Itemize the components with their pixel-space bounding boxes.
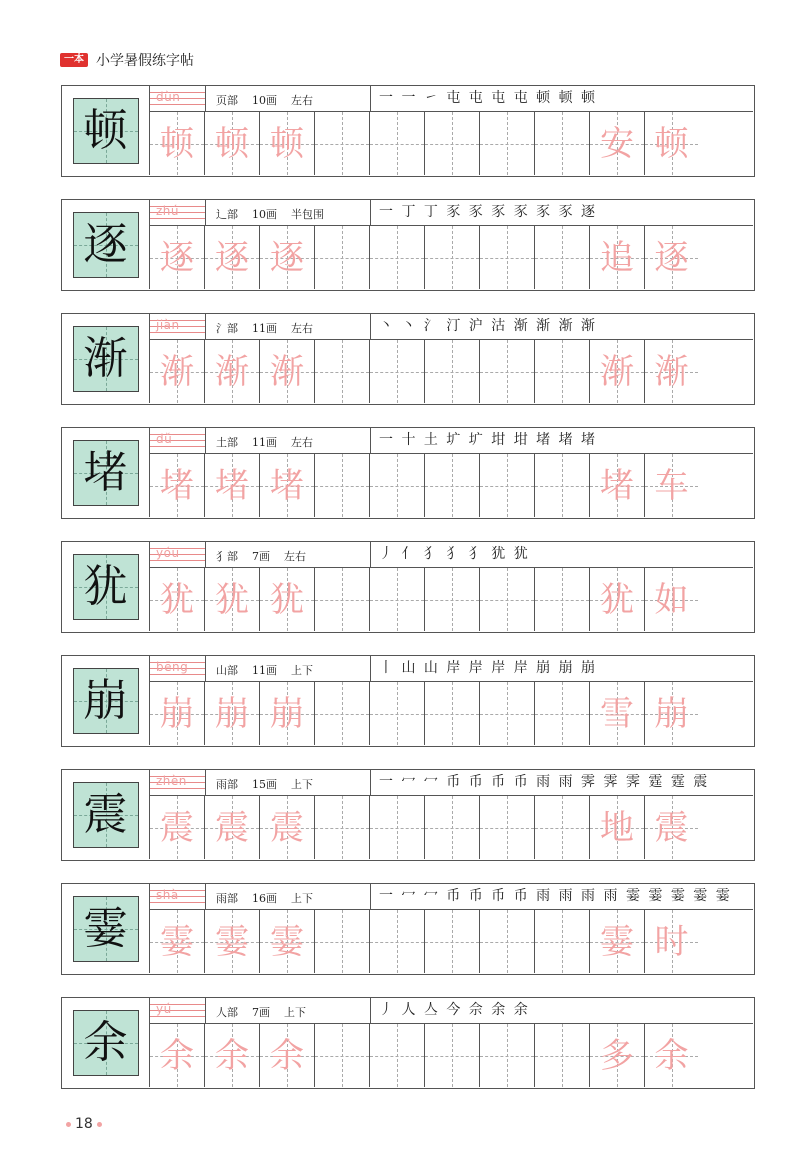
structure: 左右 <box>291 94 313 107</box>
trace-char: 顿 <box>215 123 249 164</box>
trace-char: 顿 <box>270 123 304 164</box>
practice-cell[interactable] <box>205 568 260 631</box>
structure: 左右 <box>284 550 306 563</box>
radical: 辶部 <box>216 208 238 221</box>
model-char-cell <box>62 770 150 859</box>
radical: 山部 <box>216 664 238 677</box>
practice-row <box>61 655 755 747</box>
radical: 人部 <box>216 1006 238 1019</box>
trace-char: 如 <box>654 579 689 620</box>
char-info-bar <box>150 314 753 340</box>
trace-char: 霎 <box>270 921 304 962</box>
practice-cell[interactable] <box>150 112 205 175</box>
trace-char: 地 <box>600 807 634 848</box>
practice-cell[interactable] <box>480 682 535 745</box>
practice-cell[interactable] <box>150 454 205 517</box>
practice-cell[interactable] <box>315 1024 370 1087</box>
tian-grid-box <box>73 554 139 620</box>
char-meta <box>216 662 313 678</box>
model-char-cell <box>62 542 150 631</box>
trace-char: 堵 <box>215 465 249 506</box>
model-char: 顿 <box>83 104 128 156</box>
tian-grid-box <box>73 896 139 962</box>
model-char-cell <box>62 200 150 289</box>
pinyin-box <box>150 656 206 681</box>
practice-cell[interactable] <box>205 340 260 403</box>
pinyin-box <box>150 884 206 909</box>
model-char: 渐 <box>83 332 128 384</box>
practice-cell[interactable] <box>480 454 535 517</box>
practice-cell[interactable] <box>480 796 535 859</box>
model-char-cell <box>62 884 150 973</box>
practice-row <box>61 313 755 405</box>
page-header <box>60 50 194 70</box>
structure: 上下 <box>291 664 313 677</box>
model-char: 逐 <box>83 218 128 270</box>
practice-cell[interactable] <box>260 796 315 859</box>
practice-cell[interactable] <box>370 226 425 289</box>
char-meta <box>216 206 324 222</box>
model-char-cell <box>62 656 150 745</box>
practice-row <box>61 199 755 291</box>
practice-cell[interactable] <box>315 568 370 631</box>
trace-char: 渐 <box>215 351 249 392</box>
practice-grid <box>150 226 753 289</box>
stroke-order: 一 丁 丁 豕 豕 豕 豕 豕 豕 逐 <box>370 200 753 225</box>
trace-char: 渐 <box>270 351 304 392</box>
practice-cell[interactable] <box>590 1024 645 1087</box>
practice-grid <box>150 112 753 175</box>
char-meta <box>216 320 313 336</box>
practice-cell[interactable] <box>645 1024 698 1087</box>
practice-cell[interactable] <box>590 226 645 289</box>
char-meta <box>216 776 313 792</box>
trace-char: 顿 <box>654 123 689 164</box>
practice-cell[interactable] <box>260 226 315 289</box>
practice-grid <box>150 910 753 973</box>
practice-cell[interactable] <box>590 910 645 973</box>
stroke-order: 一 冖 冖 币 币 币 币 雨 雨 雨 雨 霎 霎 霎 霎 霎 <box>370 884 753 909</box>
trace-char: 渐 <box>600 351 634 392</box>
trace-char: 逐 <box>270 237 304 278</box>
practice-cell[interactable] <box>645 568 698 631</box>
pinyin: dǔ <box>156 432 173 446</box>
practice-cell[interactable] <box>315 454 370 517</box>
structure: 半包围 <box>291 208 324 221</box>
practice-cell[interactable] <box>590 682 645 745</box>
tian-grid-box <box>73 668 139 734</box>
trace-char: 追 <box>600 237 634 278</box>
practice-cell[interactable] <box>535 568 590 631</box>
trace-char: 余 <box>654 1035 689 1076</box>
practice-cell[interactable] <box>150 682 205 745</box>
practice-cell[interactable] <box>370 454 425 517</box>
practice-cell[interactable] <box>590 112 645 175</box>
stroke-count: 10画 <box>252 94 277 107</box>
practice-cell[interactable] <box>260 682 315 745</box>
tian-grid-box <box>73 440 139 506</box>
practice-cell[interactable] <box>315 340 370 403</box>
practice-cell[interactable] <box>205 112 260 175</box>
trace-char: 震 <box>270 807 304 848</box>
practice-cell[interactable] <box>205 796 260 859</box>
stroke-order: 一 一 ㇀ 屯 屯 屯 屯 顿 顿 顿 <box>370 86 753 111</box>
tian-grid-box <box>73 782 139 848</box>
page-dot-right <box>97 1122 102 1127</box>
trace-char: 逐 <box>160 237 194 278</box>
practice-cell[interactable] <box>425 910 480 973</box>
trace-char: 崩 <box>654 693 689 734</box>
radical: 雨部 <box>216 778 238 791</box>
radical: 犭部 <box>216 550 238 563</box>
pinyin: zhú <box>156 204 180 218</box>
practice-row <box>61 883 755 975</box>
practice-cell[interactable] <box>425 454 480 517</box>
practice-cell[interactable] <box>150 910 205 973</box>
practice-cell[interactable] <box>315 796 370 859</box>
practice-cell[interactable] <box>425 112 480 175</box>
trace-char: 崩 <box>215 693 249 734</box>
practice-cell[interactable] <box>645 454 698 517</box>
practice-cell[interactable] <box>370 910 425 973</box>
practice-cell[interactable] <box>535 796 590 859</box>
pinyin: bēng <box>156 660 189 674</box>
practice-cell[interactable] <box>645 682 698 745</box>
trace-char: 车 <box>654 465 689 506</box>
model-char-cell <box>62 86 150 175</box>
char-meta <box>216 890 313 906</box>
practice-grid <box>150 796 753 859</box>
trace-char: 雪 <box>600 693 634 734</box>
char-meta <box>216 92 313 108</box>
practice-cell[interactable] <box>480 340 535 403</box>
practice-cell[interactable] <box>315 910 370 973</box>
char-info-bar <box>150 200 753 226</box>
trace-char: 霎 <box>160 921 194 962</box>
trace-char: 堵 <box>600 465 634 506</box>
practice-cell[interactable] <box>315 682 370 745</box>
practice-cell[interactable] <box>480 112 535 175</box>
practice-cell[interactable] <box>590 340 645 403</box>
model-char: 霎 <box>83 902 128 954</box>
practice-cell[interactable] <box>260 568 315 631</box>
practice-grid <box>150 454 753 517</box>
trace-char: 犹 <box>215 579 249 620</box>
practice-grid <box>150 1024 753 1087</box>
structure: 上下 <box>291 778 313 791</box>
practice-grid <box>150 340 753 403</box>
radical: 土部 <box>216 436 238 449</box>
trace-char: 逐 <box>215 237 249 278</box>
stroke-count: 15画 <box>252 778 277 791</box>
stroke-count: 10画 <box>252 208 277 221</box>
practice-cell[interactable] <box>535 340 590 403</box>
radical: 氵部 <box>216 322 238 335</box>
practice-cell[interactable] <box>205 1024 260 1087</box>
practice-cell[interactable] <box>535 454 590 517</box>
trace-char: 逐 <box>654 237 689 278</box>
pinyin: zhèn <box>156 774 187 788</box>
char-info-bar <box>150 770 753 796</box>
practice-cell[interactable] <box>370 340 425 403</box>
pinyin-box <box>150 86 206 111</box>
trace-char: 余 <box>270 1035 304 1076</box>
book-title: 小学暑假练字帖 <box>96 53 194 69</box>
pinyin-box <box>150 428 206 453</box>
radical: 雨部 <box>216 892 238 905</box>
trace-char: 犹 <box>600 579 634 620</box>
pinyin: jiàn <box>156 318 180 332</box>
pinyin: yóu <box>156 546 180 560</box>
trace-char: 渐 <box>160 351 194 392</box>
practice-cell[interactable] <box>590 454 645 517</box>
model-char-cell <box>62 998 150 1087</box>
stroke-count: 7画 <box>252 1006 270 1019</box>
trace-char: 霎 <box>600 921 634 962</box>
page-number-text: 18 <box>75 1116 93 1132</box>
trace-char: 多 <box>600 1035 634 1076</box>
practice-cell[interactable] <box>315 112 370 175</box>
model-char-cell <box>62 314 150 403</box>
tian-grid-box <box>73 212 139 278</box>
pinyin-box <box>150 770 206 795</box>
page-number <box>66 1116 102 1132</box>
model-char: 崩 <box>83 674 128 726</box>
practice-cell[interactable] <box>590 568 645 631</box>
practice-cell[interactable] <box>205 226 260 289</box>
practice-cell[interactable] <box>480 568 535 631</box>
structure: 上下 <box>284 1006 306 1019</box>
practice-cell[interactable] <box>205 454 260 517</box>
stroke-count: 7画 <box>252 550 270 563</box>
char-info-bar <box>150 86 753 112</box>
practice-row <box>61 997 755 1089</box>
practice-row <box>61 85 755 177</box>
char-info-bar <box>150 998 753 1024</box>
practice-cell[interactable] <box>535 682 590 745</box>
char-info-bar <box>150 542 753 568</box>
radical: 页部 <box>216 94 238 107</box>
practice-cell[interactable] <box>370 1024 425 1087</box>
practice-cell[interactable] <box>150 1024 205 1087</box>
trace-char: 渐 <box>654 351 689 392</box>
tian-grid-box <box>73 1010 139 1076</box>
practice-cell[interactable] <box>425 796 480 859</box>
practice-cell[interactable] <box>425 568 480 631</box>
stroke-order: 一 冖 冖 币 币 币 币 雨 雨 霁 霁 霁 霆 霆 震 <box>370 770 753 795</box>
practice-cell[interactable] <box>645 226 698 289</box>
practice-cell[interactable] <box>370 682 425 745</box>
trace-char: 余 <box>160 1035 194 1076</box>
pinyin: yú <box>156 1002 172 1016</box>
stroke-count: 16画 <box>252 892 277 905</box>
trace-char: 震 <box>215 807 249 848</box>
practice-row <box>61 769 755 861</box>
practice-cell[interactable] <box>425 1024 480 1087</box>
model-char: 堵 <box>83 446 128 498</box>
stroke-order: 丿 人 亼 今 佘 余 余 <box>370 998 753 1023</box>
stroke-order: 一 十 土 圹 圹 坩 坩 堵 堵 堵 <box>370 428 753 453</box>
trace-char: 霎 <box>215 921 249 962</box>
model-char: 震 <box>83 788 128 840</box>
trace-char: 堵 <box>160 465 194 506</box>
practice-cell[interactable] <box>425 682 480 745</box>
practice-cell[interactable] <box>260 910 315 973</box>
practice-cell[interactable] <box>150 226 205 289</box>
trace-char: 犹 <box>160 579 194 620</box>
practice-cell[interactable] <box>480 226 535 289</box>
practice-cell[interactable] <box>535 910 590 973</box>
practice-cell[interactable] <box>425 340 480 403</box>
pinyin: shà <box>156 888 179 902</box>
practice-cell[interactable] <box>645 112 698 175</box>
trace-char: 崩 <box>270 693 304 734</box>
trace-char: 余 <box>215 1035 249 1076</box>
trace-char: 震 <box>160 807 194 848</box>
practice-cell[interactable] <box>315 226 370 289</box>
practice-cell[interactable] <box>535 1024 590 1087</box>
practice-grid <box>150 568 753 631</box>
trace-char: 顿 <box>160 123 194 164</box>
practice-cell[interactable] <box>260 112 315 175</box>
trace-char: 崩 <box>160 693 194 734</box>
practice-cell[interactable] <box>370 796 425 859</box>
char-meta <box>216 1004 306 1020</box>
practice-cell[interactable] <box>535 112 590 175</box>
practice-cell[interactable] <box>150 796 205 859</box>
stroke-count: 11画 <box>252 664 277 677</box>
practice-cell[interactable] <box>480 1024 535 1087</box>
page-dot-left <box>66 1122 71 1127</box>
practice-cell[interactable] <box>645 910 698 973</box>
char-info-bar <box>150 428 753 454</box>
stroke-order: 丿 亻 犭 犭 犭 犹 犹 <box>370 542 753 567</box>
practice-cell[interactable] <box>370 568 425 631</box>
stroke-count: 11画 <box>252 436 277 449</box>
practice-row <box>61 541 755 633</box>
practice-cell[interactable] <box>425 226 480 289</box>
structure: 左右 <box>291 436 313 449</box>
practice-cell[interactable] <box>645 340 698 403</box>
trace-char: 堵 <box>270 465 304 506</box>
model-char-cell <box>62 428 150 517</box>
stroke-count: 11画 <box>252 322 277 335</box>
practice-cell[interactable] <box>645 796 698 859</box>
practice-row <box>61 427 755 519</box>
char-meta <box>216 548 306 564</box>
practice-cell[interactable] <box>535 226 590 289</box>
stroke-order: 丨 山 山 岸 岸 岸 岸 崩 崩 崩 <box>370 656 753 681</box>
practice-cell[interactable] <box>150 568 205 631</box>
practice-cell[interactable] <box>260 454 315 517</box>
pinyin-box <box>150 542 206 567</box>
char-info-bar <box>150 884 753 910</box>
practice-grid <box>150 682 753 745</box>
structure: 上下 <box>291 892 313 905</box>
trace-char: 时 <box>654 921 689 962</box>
pinyin-box <box>150 998 206 1023</box>
practice-cell[interactable] <box>205 682 260 745</box>
pinyin-box <box>150 314 206 339</box>
structure: 左右 <box>291 322 313 335</box>
model-char: 犹 <box>83 560 128 612</box>
practice-cell[interactable] <box>480 910 535 973</box>
practice-cell[interactable] <box>590 796 645 859</box>
practice-cell[interactable] <box>150 340 205 403</box>
practice-cell[interactable] <box>260 340 315 403</box>
char-meta <box>216 434 313 450</box>
pinyin-box <box>150 200 206 225</box>
stroke-order: 丶 丶 氵 汀 沪 沽 渐 渐 渐 渐 <box>370 314 753 339</box>
practice-cell[interactable] <box>205 910 260 973</box>
trace-char: 犹 <box>270 579 304 620</box>
trace-char: 震 <box>654 807 689 848</box>
publisher-logo: 一本 <box>60 53 88 67</box>
trace-char: 安 <box>600 123 634 164</box>
model-char: 余 <box>83 1016 128 1068</box>
tian-grid-box <box>73 326 139 392</box>
practice-cell[interactable] <box>260 1024 315 1087</box>
char-info-bar <box>150 656 753 682</box>
pinyin: dùn <box>156 90 181 104</box>
tian-grid-box <box>73 98 139 164</box>
practice-cell[interactable] <box>370 112 425 175</box>
